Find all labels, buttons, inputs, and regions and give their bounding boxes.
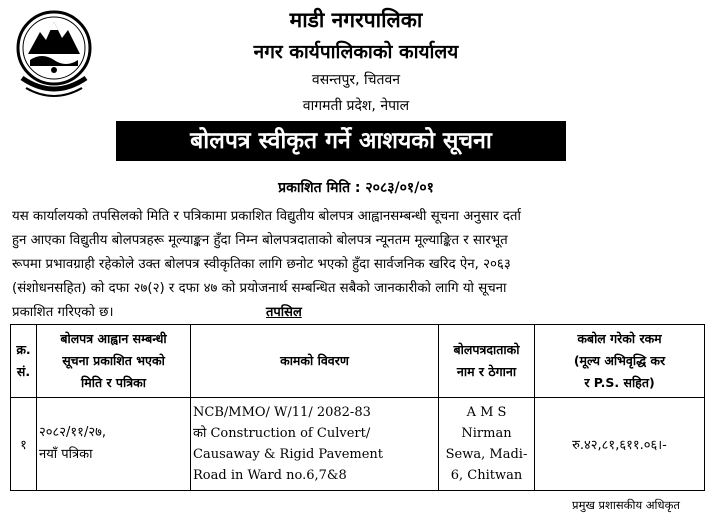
- notice-body-line: रूपमा प्रभावग्राही रहेकोले उक्त बोलपत्र स्वीकृतिका लागि छनोट भएको हुँदा सार्वजनिक खरिद ऐन, २०६३: [12, 257, 511, 272]
- notice-body: [12, 205, 700, 325]
- row-notice-date-paper: २०८२/११/२७, नयाँ पत्रिका: [37, 398, 191, 491]
- notice-body-line: यस कार्यालयको तपसिलको मिति र पत्रिकामा प्रकाशित विद्युतीय बोलपत्र आह्वानसम्बन्धी सूचना अनुसार दर्ता: [12, 209, 521, 224]
- office-name: नगर कार्यपालिकाको कार्यालय: [253, 41, 459, 63]
- notice-body-line: हुन आएका विद्युतीय बोलपत्रहरू मूल्याङ्कन हुँदा निम्न बोलपत्रदाताको बोलपत्र न्यूनतम मूल्याङ्कित र सारभूत: [12, 233, 508, 248]
- notice-body-line: प्रकाशित गरिएको छ।: [12, 305, 114, 320]
- table-header-row: [11, 325, 705, 398]
- publication-date: [0, 178, 712, 197]
- row-serial: १: [11, 398, 37, 491]
- province-country: वागमती प्रदेश, नेपाल: [302, 98, 410, 114]
- notice-body-line: (संशोधनसहित) को दफा २७(२) र दफा ४७ को प्रयोजनार्थ सम्बन्धित सबैको जानकारीको लागि यो सूचना: [12, 281, 507, 296]
- bid-table: [10, 324, 705, 491]
- table-row: [11, 398, 705, 491]
- municipality-name: माडी नगरपालिका: [289, 8, 423, 32]
- office-address: वसन्तपुर, चितवन: [311, 72, 401, 88]
- header-bidder: बोलपत्रदाताको नाम र ठेगाना: [439, 325, 535, 398]
- publication-date-label: प्रकाशित मिति :: [278, 180, 361, 196]
- row-bidder: A M S Nirman Sewa, Madi- 6, Chitwan: [439, 398, 535, 491]
- header-notice-date-paper: बोलपत्र आह्वान सम्बन्धी सूचना प्रकाशित भएको मिति र पत्रिका: [37, 325, 191, 398]
- header-work-description: कामको विवरण: [191, 325, 439, 398]
- schedule-heading: तपसिल: [266, 305, 302, 320]
- header-bid-amount: कबोल गरेको रकम (मूल्य अभिवृद्धि कर र P.S. सहित): [535, 325, 705, 398]
- header-serial: क्र. सं.: [11, 325, 37, 398]
- publication-date-value: २०८३/०१/०१: [365, 180, 434, 196]
- row-bid-amount: रु.४२,८१,६११.०६।-: [535, 398, 705, 491]
- notice-title: बोलपत्र स्वीकृत गर्ने आशयको सूचना: [116, 121, 566, 161]
- signature-title: प्रमुख प्रशासकीय अधिकृत: [572, 498, 680, 512]
- row-work-description: NCB/MMO/ W/11/ 2082-83 को Construction of Culvert/ Causaway & Rigid Pavement Road in Ward no.6,7&8: [191, 398, 439, 491]
